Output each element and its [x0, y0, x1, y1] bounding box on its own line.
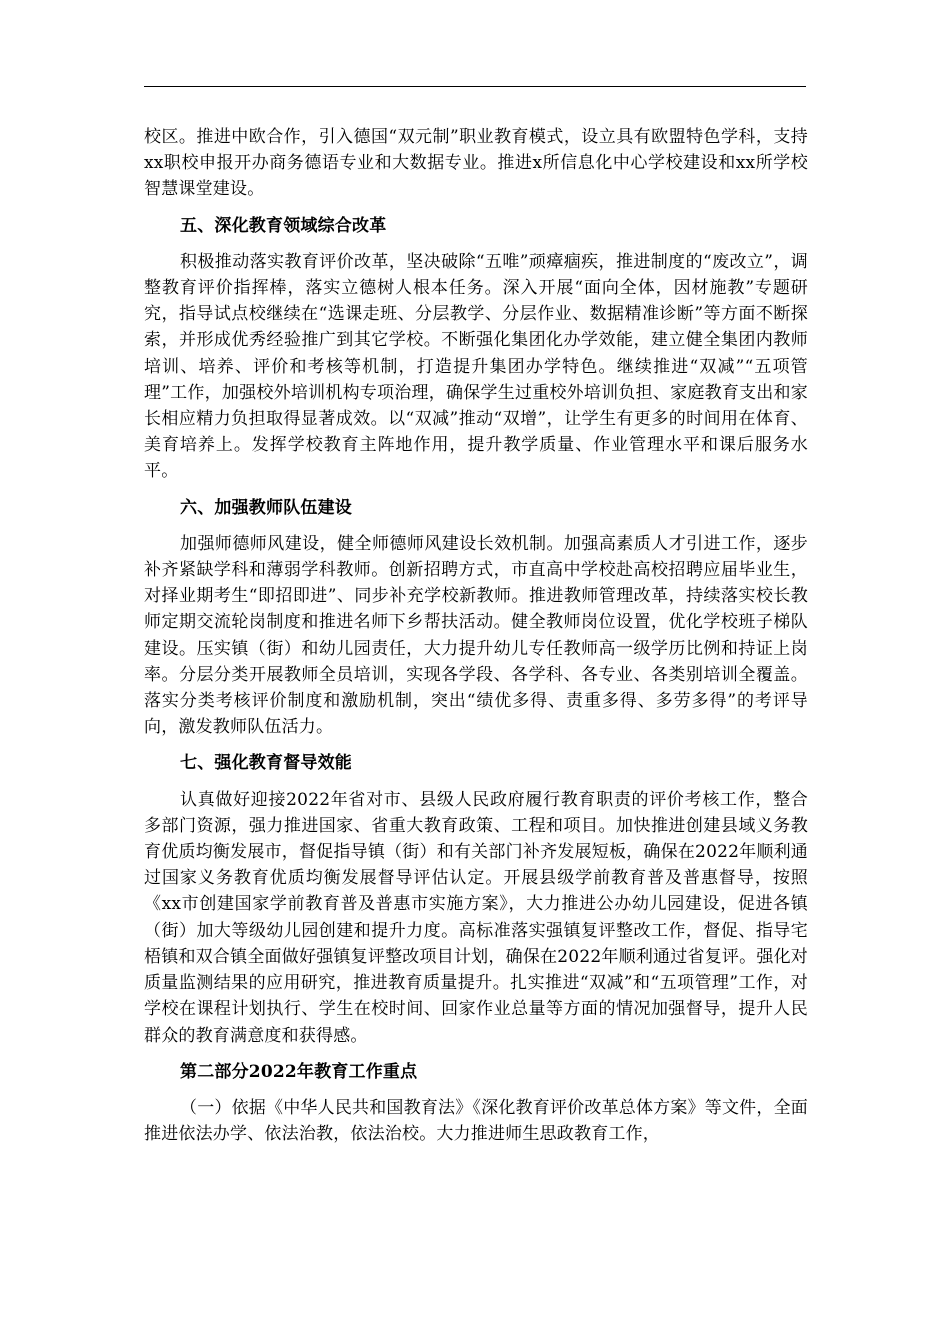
document-body	[144, 124, 808, 1147]
paragraph-intro: 校区。推进中欧合作，引入德国“双元制”职业教育模式，设立具有欧盟特色学科，支持xx职校申报开办商务德语专业和大数据专业。推进x所信息化中心学校建设和xx所学校智慧课堂建设。	[144, 127, 808, 200]
heading-section-six: 六、加强教师队伍建设	[180, 497, 352, 518]
header-rule	[144, 86, 806, 87]
heading-part-two: 第二部分2022年教育工作重点	[180, 1061, 418, 1082]
paragraph-section-five: 积极推动落实教育评价改革，坚决破除“五唯”顽瘴痼疾，推进制度的“废改立”，调整教育评价指挥棒，落实立德树人根本任务。深入开展“面向全体，因材施教”专题研究，指导试点校继续在“选课走班、分层教学、分层作业、数据精准诊断”等方面不断探索，并形成优秀经验推广到其它学校。不断强化集团化办学效能，建立健全集团内教师培训、培养、评价和考核等机制，打造提升集团办学特色。继续推进“双减”“五项管理”工作，加强校外培训机构专项治理，确保学生过重校外培训负担、家庭教育支出和家长相应精力负担取得显著成效。以“双减”推动“双增”，让学生有更多的时间用在体育、美育培养上。发挥学校教育主阵地作用，提升教学质量、作业管理水平和课后服务水平。	[144, 251, 808, 482]
heading-section-five: 五、深化教育领域综合改革	[180, 215, 387, 236]
paragraph-section-seven: 认真做好迎接2022年省对市、县级人民政府履行教育职责的评价考核工作，整合多部门资源，强力推进国家、省重大教育政策、工程和项目。加快推进创建县域义务教育优质均衡发展市，督促指导镇（街）和有关部门补齐发展短板，确保在2022年顺利通过国家义务教育优质均衡发展督导评估认定。开展县级学前教育普及普惠督导，按照《xx市创建国家学前教育普及普惠市实施方案》，大力推进公办幼儿园建设，促进各镇（街）加大等级幼儿园创建和提升力度。高标准落实强镇复评整改工作，督促、指导宅梧镇和双合镇全面做好强镇复评整改项目计划，确保在2022年顺利通过省复评。强化对质量监测结果的应用研究，推进教育质量提升。扎实推进“双减”和“五项管理”工作，对学校在课程计划执行、学生在校时间、回家作业总量等方面的情况加强督导，提升人民群众的教育满意度和获得感。	[144, 789, 808, 1046]
paragraph-section-six: 加强师德师风建设，健全师德师风建设长效机制。加强高素质人才引进工作，逐步补齐紧缺学科和薄弱学科教师。创新招聘方式，市直高中学校赴高校招聘应届毕业生，对择业期考生“即招即进”、同步补充学校新教师。推进教师管理改革，持续落实校长教师定期交流轮岗制度和推进名师下乡帮扶活动。健全教师岗位设置，优化学校班子梯队建设。压实镇（街）和幼儿园责任，大力提升幼儿专任教师高一级学历比例和持证上岗率。分层分类开展教师全员培训，实现各学段、各学科、各专业、各类别培训全覆盖。落实分类考核评价制度和激励机制，突出“绩优多得、责重多得、多劳多得”的考评导向，激发教师队伍活力。	[144, 533, 808, 738]
heading-section-seven: 七、强化教育督导效能	[180, 753, 352, 774]
paragraph-part-two: （一）依据《中华人民共和国教育法》《深化教育评价改革总体方案》等文件，全面推进依法办学、依法治教，依法治校。大力推进师生思政教育工作，	[144, 1097, 808, 1145]
